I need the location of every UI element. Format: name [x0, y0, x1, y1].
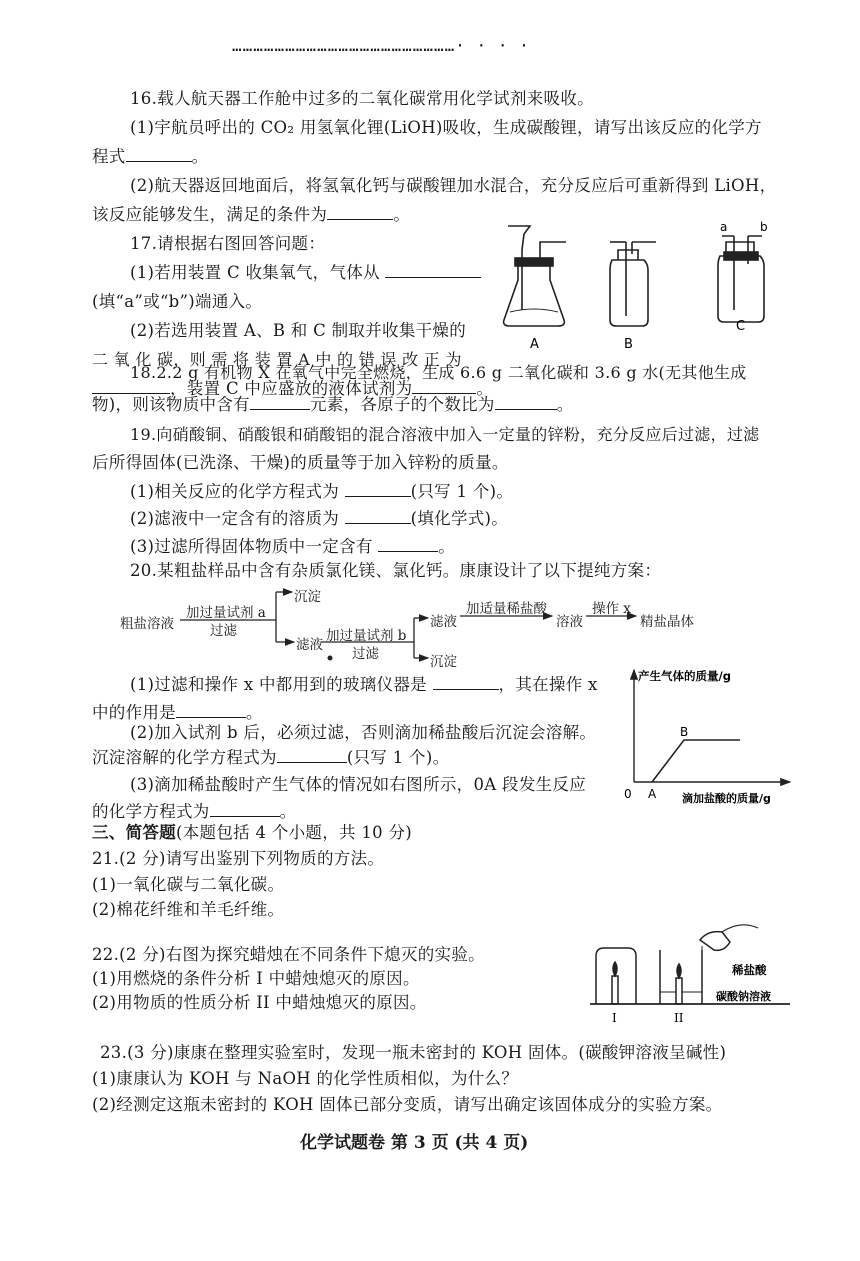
q20-part1-end: 。: [246, 703, 263, 722]
apparatus-b-label: B: [624, 337, 633, 352]
q20-stem: 20.某粗盐样品中含有杂质氯化镁、氯化钙。康康设计了以下提纯方案：: [130, 561, 662, 580]
q20-part1-text-b: ，其在操作 x: [498, 675, 598, 694]
label-setup-one: I: [612, 1011, 617, 1025]
q17-part2-text: ，装置 C 中应盛放的液体试剂为: [170, 379, 413, 398]
flow-step4-operation: 操作 x: [592, 601, 631, 617]
q17-part1-text: (1)若用装置 C 收集氧气，气体从: [130, 263, 380, 282]
q16-part1-text: 程式: [92, 147, 126, 166]
q18-text-b: 元素，各原子的个数比为: [309, 395, 495, 414]
q21-part1: (1)一氧化碳与二氧化碳。: [92, 875, 285, 894]
page-footer: 化学试题卷 第 3 页 (共 4 页): [300, 1133, 529, 1153]
q20-part2-line2: [92, 747, 449, 769]
q19-part2-end: (填化学式)。: [410, 509, 509, 528]
flow-product: 精盐晶体: [640, 614, 694, 630]
q18-text-a: 物)，则该物质中含有: [92, 395, 250, 414]
flow-solution: 溶液: [556, 614, 583, 630]
flow-precipitate-2: 沉淀: [430, 654, 457, 670]
q20-part1-text: (1)过滤和操作 x 中都用到的玻璃仪器是: [130, 675, 427, 694]
q22-part2: (2)用物质的性质分析 II 中蜡烛熄灭的原因。: [92, 993, 427, 1012]
candle-experiment: [590, 920, 820, 1030]
q19-part1-end: (只写 1 个)。: [410, 482, 514, 501]
q21-stem: 21.(2 分)请写出鉴别下列物质的方法。: [92, 849, 385, 868]
header-dots: ………………………………………………………· · · ·: [232, 36, 530, 55]
q20-answer-blank-1[interactable]: [433, 675, 499, 690]
q22-stem: 22.(2 分)右图为探究蜡烛在不同条件下熄灭的实验。: [92, 945, 485, 964]
flow-step3-acid: 加适量稀盐酸: [466, 601, 547, 617]
graph-x-label: 滴加盐酸的质量/g: [682, 792, 771, 805]
q20-part3-text: 的化学方程式为: [92, 802, 210, 821]
flow-precipitate-1: 沉淀: [294, 589, 321, 605]
q19-line1: 19.向硝酸铜、硝酸银和硝酸铝的混合溶液中加入一定量的锌粉，充分反应后过滤，过滤: [130, 425, 760, 444]
q20-part2-end: (只写 1 个)。: [346, 748, 450, 767]
q20-part1-text-c: 中的作用是: [92, 703, 176, 722]
q20-answer-blank-2[interactable]: [176, 703, 246, 718]
section3-title: 三、简答题: [92, 823, 176, 842]
q23-part1: (1)康康认为 KOH 与 NaOH 的化学性质相似，为什么？: [92, 1069, 519, 1088]
q16-part2-text: 该反应能够发生，满足的条件为: [92, 205, 328, 224]
q16-part2-end: 。: [393, 205, 411, 224]
q18-text-c: 。: [556, 395, 574, 414]
q17-stem: 17.请根据右图回答问题：: [130, 234, 326, 253]
q20-answer-blank-4[interactable]: [210, 802, 280, 817]
flow-filtrate-2: 滤液: [430, 614, 457, 630]
flow-step2-reagent: 加过量试剂 b: [326, 628, 407, 644]
flow-step1-filter: 过滤: [210, 623, 237, 639]
port-b-label: b: [760, 220, 768, 234]
q23-stem: 23.(3 分)康康在整理实验室时，发现一瓶未密封的 KOH 固体。(碳酸钾溶液呈碱性): [100, 1043, 727, 1062]
section3-heading: [92, 822, 412, 844]
q16-part1-end: 。: [191, 147, 209, 166]
q20-part1-line1: [130, 674, 598, 696]
q19-line2: 后所得固体(已洗涤、干燥)的质量等于加入锌粉的质量。: [92, 453, 509, 472]
q18-line1: 18.2.2 g 有机物 X 在氧气中完全燃烧，生成 6.6 g 二氧化碳和 3.6 g 水(无其他生成: [130, 363, 747, 382]
q16-part2-line1: (2)航天器返回地面后，将氢氧化钙与碳酸锂加水混合，充分反应后可重新得到 LiOH，: [130, 176, 777, 195]
q19-part2-text: (2)滤液中一定含有的溶质为: [130, 509, 340, 528]
gas-graph: [620, 664, 820, 814]
port-a-label: a: [720, 220, 728, 234]
q20-answer-blank-3[interactable]: [277, 748, 347, 763]
label-dilute-acid: 稀盐酸: [732, 963, 767, 977]
q20-part1-line2: [92, 702, 263, 724]
q20-part3-end: 。: [279, 802, 297, 821]
q19-part3-text: (3)过滤所得固体物质中一定含有: [130, 537, 373, 556]
flow-step2-filter: 过滤: [352, 646, 379, 662]
flow-start: 粗盐溶液: [120, 616, 174, 632]
flow-filtrate-1: 滤液: [296, 637, 323, 653]
q17-part2-end: 。: [476, 379, 494, 398]
graph-point-a-label: A: [648, 787, 657, 801]
label-sodium-carbonate: 碳酸钠溶液: [716, 990, 771, 1003]
q17-part2-line2: 二 氧 化 碳，则 需 将 装 置 A 中 的 错 误 改 正 为: [92, 350, 462, 369]
q16-part1-line1: (1)宇航员呼出的 CO₂ 用氢氧化锂(LiOH)吸收，生成碳酸锂，请写出该反应的化学方: [130, 118, 762, 137]
flow-step1-reagent: 加过量试剂 a: [186, 605, 266, 621]
q23-part2: (2)经测定这瓶未密封的 KOH 固体已部分变质，请写出确定该固体成分的实验方案。: [92, 1095, 723, 1114]
graph-point-b-label: B: [680, 725, 689, 739]
label-setup-two: II: [674, 1011, 684, 1025]
q16-stem: 16.载人航天器工作舱中过多的二氧化碳常用化学试剂来吸收。: [130, 89, 594, 108]
apparatus-a-label: A: [530, 337, 539, 352]
q22-part1: (1)用燃烧的条件分析 I 中蜡烛熄灭的原因。: [92, 969, 420, 988]
q20-part3-line1: (3)滴加稀盐酸时产生气体的情况如右图所示，0A 段发生反应: [130, 775, 587, 794]
section3-note: (本题包括 4 个小题，共 10 分): [176, 823, 413, 842]
q17-part1-line2: (填“a”或“b”)端通入。: [92, 292, 263, 311]
q20-part2-text: 沉淀溶解的化学方程式为: [92, 748, 277, 767]
graph-origin-label: 0: [624, 787, 632, 801]
q17-part2-line1: (2)若选用装置 A、B 和 C 制取并收集干燥的: [130, 321, 467, 340]
q19-part1-text: (1)相关反应的化学方程式为: [130, 482, 340, 501]
apparatus-c-label: C: [736, 319, 746, 334]
q19-part3-end: 。: [438, 537, 456, 556]
q21-part2: (2)棉花纤维和羊毛纤维。: [92, 900, 285, 919]
graph-y-label: 产生气体的质量/g: [638, 669, 731, 683]
q20-part3-line2: [92, 801, 296, 823]
pouring-vessel: [700, 932, 730, 951]
q20-part2-line1: (2)加入试剂 b 后，必须过滤，否则滴加稀盐酸后沉淀会溶解。: [130, 723, 597, 742]
